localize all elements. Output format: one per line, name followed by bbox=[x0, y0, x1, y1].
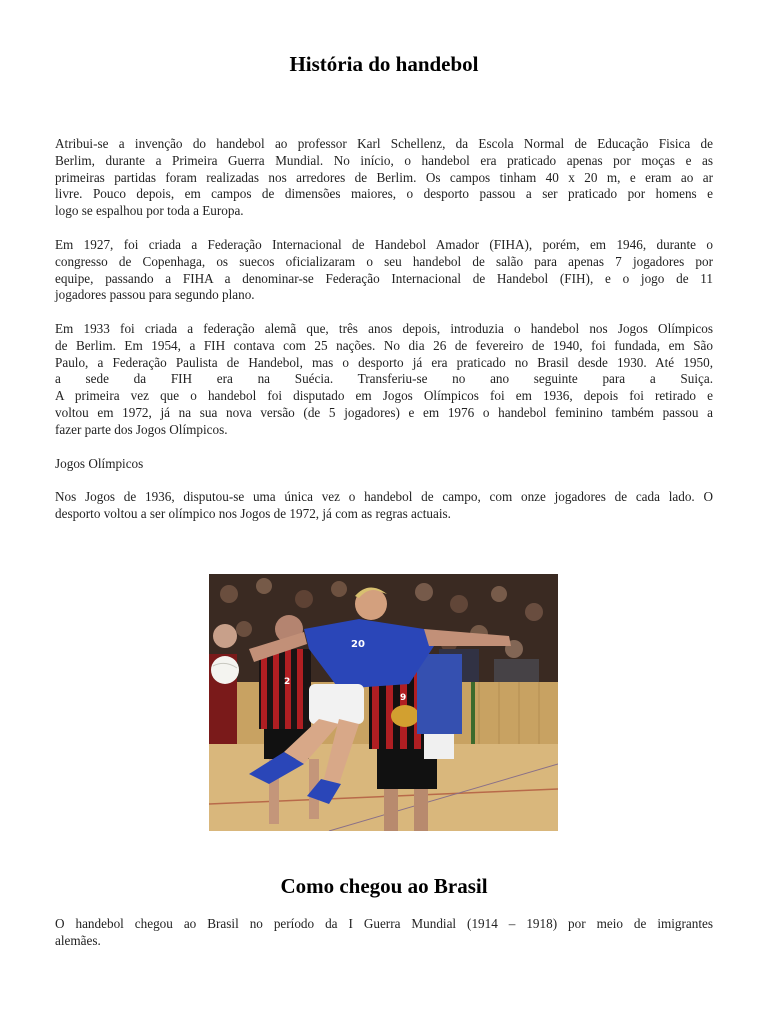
text-line: Atribui-se a invenção do handebol ao professor Karl Schellenz, da Escola Normal de Educação Fisica de bbox=[55, 136, 713, 151]
text-line: A primeira vez que o handebol foi disputado em Jogos Olímpicos foi em 1936, depois foi retirado e bbox=[55, 388, 713, 404]
text-line: Jogos Olímpicos bbox=[55, 456, 144, 471]
text-line: congresso de Copenhaga, os suecos oficializaram o seu handebol de salão para apenas 7 jogadores por bbox=[55, 253, 713, 269]
paragraph-jogos-1936 bbox=[55, 489, 713, 523]
text-line: alemães. bbox=[55, 932, 101, 948]
text-line: O handebol chegou ao Brasil no período da I Guerra Mundial (1914 – 1918) por meio de imigrantes bbox=[55, 916, 713, 931]
text-line: a sede da FIH era na Suécia. Transferiu-se no ano seguinte para a Suiça. bbox=[55, 371, 713, 387]
text-line: Berlim, durante a Primeira Guerra Mundial. No início, o handebol era praticado apenas por moças e as bbox=[55, 152, 713, 168]
text-line: logo se espalhou por toda a Europa. bbox=[55, 203, 244, 219]
text-line: equipe, passando a FIHA a denominar-se Federação Internacional de Handebol (FIH), e o jogo de 11 bbox=[55, 270, 713, 286]
text-line: Paulo, a Federação Paulista de Handebol, mas o desporto já era praticado no Brasil desde 1930. Até 1950, bbox=[55, 354, 713, 370]
text-line: jogadores passou para segundo plano. bbox=[55, 287, 255, 303]
svg-text:9: 9 bbox=[400, 693, 407, 703]
handball-photo bbox=[209, 574, 558, 831]
text-line: livre. Pouco depois, em campos de dimensões maiores, o desporto passou a ser praticado por homens e bbox=[55, 186, 713, 202]
paragraph-brasil bbox=[55, 916, 713, 950]
text-line: desporto voltou a ser olímpico nos Jogos de 1972, já com as regras actuais. bbox=[55, 505, 451, 521]
paragraph-fiha bbox=[55, 237, 713, 304]
svg-text:2: 2 bbox=[284, 677, 291, 687]
text-line: voltou em 1972, já na sua nova versão (de 5 jogadores) e em 1976 o handebol feminino também passou a bbox=[55, 404, 713, 420]
text-line: de Berlim. Em 1954, a FIH contava com 25 nações. No dia 26 de fevereiro de 1940, foi fundada, em São bbox=[55, 337, 713, 353]
text-line: fazer parte dos Jogos Olímpicos. bbox=[55, 421, 228, 437]
section-title-brasil: Como chegou ao Brasil bbox=[280, 874, 488, 898]
text-line: Nos Jogos de 1936, disputou-se uma única vez o handebol de campo, com onze jogadores de cada lado. O bbox=[55, 489, 713, 504]
paragraph-intro bbox=[55, 136, 713, 220]
text-line: Em 1933 foi criada a federação alemã que, três anos depois, introduzia o handebol nos Jogos Olímpicos bbox=[55, 321, 713, 336]
svg-text:20: 20 bbox=[351, 639, 365, 650]
paragraph-federacao-alema bbox=[55, 321, 713, 439]
text-line: Em 1927, foi criada a Federação Internacional de Handebol Amador (FIHA), porém, em 1946, durante o bbox=[55, 237, 713, 252]
subheading-jogos-olimpicos bbox=[55, 456, 713, 473]
text-line: primeiras partidas foram realizadas nos arredores de Berlim. Os campos tinham 40 x 20 m, e eram ao ar bbox=[55, 169, 713, 185]
page-title: História do handebol bbox=[289, 52, 479, 76]
